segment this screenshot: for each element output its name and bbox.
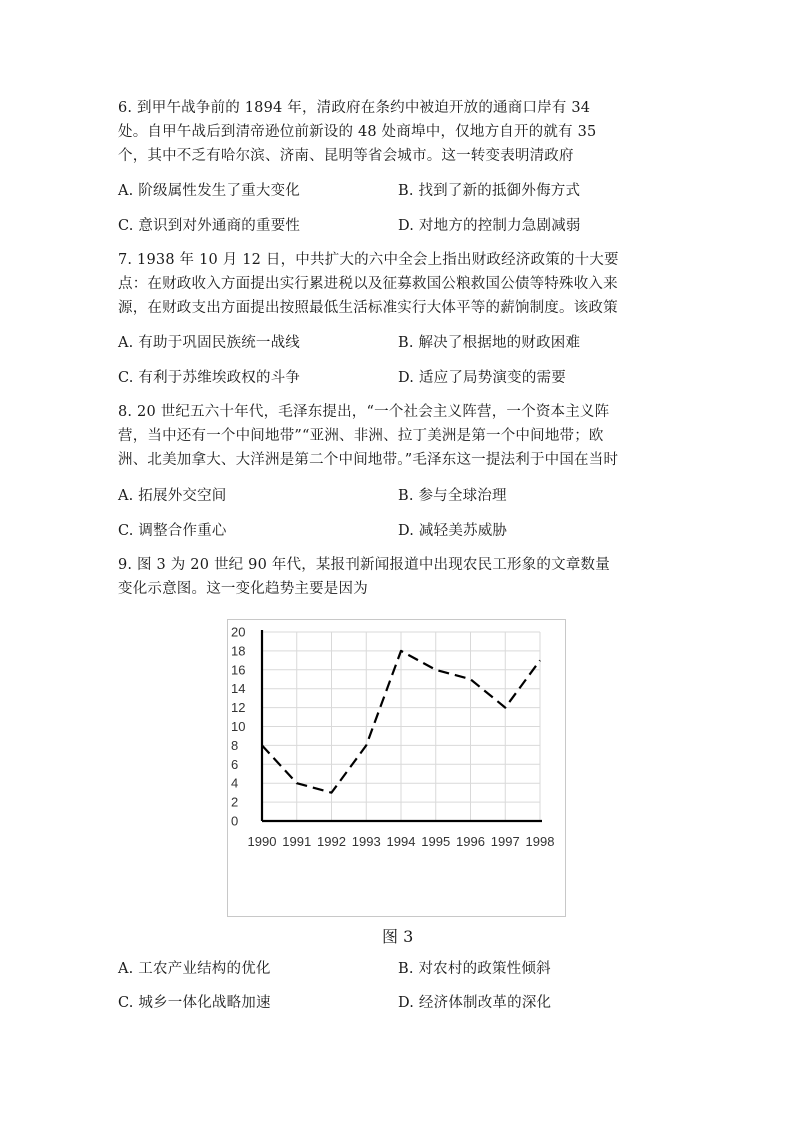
- q9-option-c: C. 城乡一体化战略加速: [118, 995, 271, 1011]
- y-tick-label: 20: [231, 624, 246, 640]
- q6-option-d: D. 对地方的控制力急剧减弱: [398, 218, 581, 234]
- q6-stem-line-2: 处。自甲午战后到清帝逊位前新设的 48 处商埠中，仅地方自开的就有 35: [118, 124, 597, 140]
- y-tick-label: 0: [231, 813, 239, 829]
- q8-option-a: A. 拓展外交空间: [118, 488, 227, 504]
- y-tick-label: 4: [231, 775, 239, 791]
- chart-svg: [228, 620, 567, 918]
- q6-option-a: A. 阶级属性发生了重大变化: [118, 183, 300, 199]
- y-tick-label: 10: [231, 719, 246, 734]
- q8-option-b: B. 参与全球治理: [398, 488, 507, 504]
- x-tick-label: 1993: [351, 834, 381, 849]
- q6-stem-line-1: 6. 到甲午战争前的 1894 年，清政府在条约中被迫开放的通商口岸有 34: [118, 100, 591, 116]
- q9-option-b: B. 对农村的政策性倾斜: [398, 961, 551, 977]
- x-tick-label: 1998: [525, 834, 555, 849]
- y-tick-label: 14: [231, 681, 246, 697]
- x-tick-label: 1992: [317, 834, 346, 849]
- q8-option-c: C. 调整合作重心: [118, 523, 227, 539]
- q8-stem-line-2: 营，当中还有一个中间地带”“亚洲、非洲、拉丁美洲是第一个中间地带；欧: [118, 428, 604, 444]
- q8-stem-line-1: 8. 20 世纪五六十年代，毛泽东提出，“一个社会主义阵营，一个资本主义阵: [118, 404, 610, 420]
- q9-option-a: A. 工农产业结构的优化: [118, 961, 271, 977]
- y-tick-label: 8: [231, 737, 239, 753]
- q6-stem-line-3: 个，其中不乏有哈尔滨、济南、昆明等省会城市。这一转变表明清政府: [118, 148, 574, 164]
- q7-stem-line-1: 7. 1938 年 10 月 12 日，中共扩大的六中全会上指出财政经济政策的十大要: [118, 252, 619, 268]
- x-tick-label: 1991: [282, 834, 312, 849]
- q7-option-b: B. 解决了根据地的财政困难: [398, 335, 581, 351]
- q7-option-c: C. 有利于苏维埃政权的斗争: [118, 370, 301, 386]
- y-tick-label: 6: [231, 756, 239, 772]
- q9-stem-line-2: 变化示意图。这一变化趋势主要是因为: [118, 581, 368, 597]
- y-tick-label: 18: [231, 643, 246, 659]
- q7-stem-line-2: 点：在财政收入方面提出实行累进税以及征募救国公粮救国公债等特殊收入来: [118, 276, 618, 292]
- figure-caption: 图 3: [382, 927, 414, 946]
- line-chart: [227, 619, 566, 917]
- q8-stem-line-3: 洲、北美加拿大、大洋洲是第二个中间地带。”毛泽东这一提法利于中国在当时: [118, 452, 619, 468]
- y-tick-label: 16: [231, 662, 246, 678]
- x-tick-label: 1990: [247, 834, 277, 849]
- q6-option-c: C. 意识到对外通商的重要性: [118, 218, 301, 234]
- q8-option-d: D. 减轻美苏威胁: [398, 523, 508, 539]
- x-tick-label: 1996: [456, 834, 485, 849]
- x-tick-label: 1994: [386, 834, 416, 849]
- q6-option-b: B. 找到了新的抵御外侮方式: [398, 183, 581, 199]
- q9-stem-line-1: 9. 图 3 为 20 世纪 90 年代，某报刊新闻报道中出现农民工形象的文章数量: [118, 557, 610, 573]
- x-tick-label: 1997: [490, 834, 520, 849]
- y-tick-label: 12: [231, 700, 246, 716]
- q7-option-d: D. 适应了局势演变的需要: [398, 370, 566, 386]
- y-tick-label: 2: [231, 794, 239, 810]
- q7-stem-line-3: 源，在财政支出方面提出按照最低生活标准实行大体平等的薪饷制度。该政策: [118, 300, 618, 316]
- q9-option-d: D. 经济体制改革的深化: [398, 995, 552, 1011]
- x-tick-label: 1995: [421, 834, 451, 849]
- q7-option-a: A. 有助于巩固民族统一战线: [118, 335, 300, 351]
